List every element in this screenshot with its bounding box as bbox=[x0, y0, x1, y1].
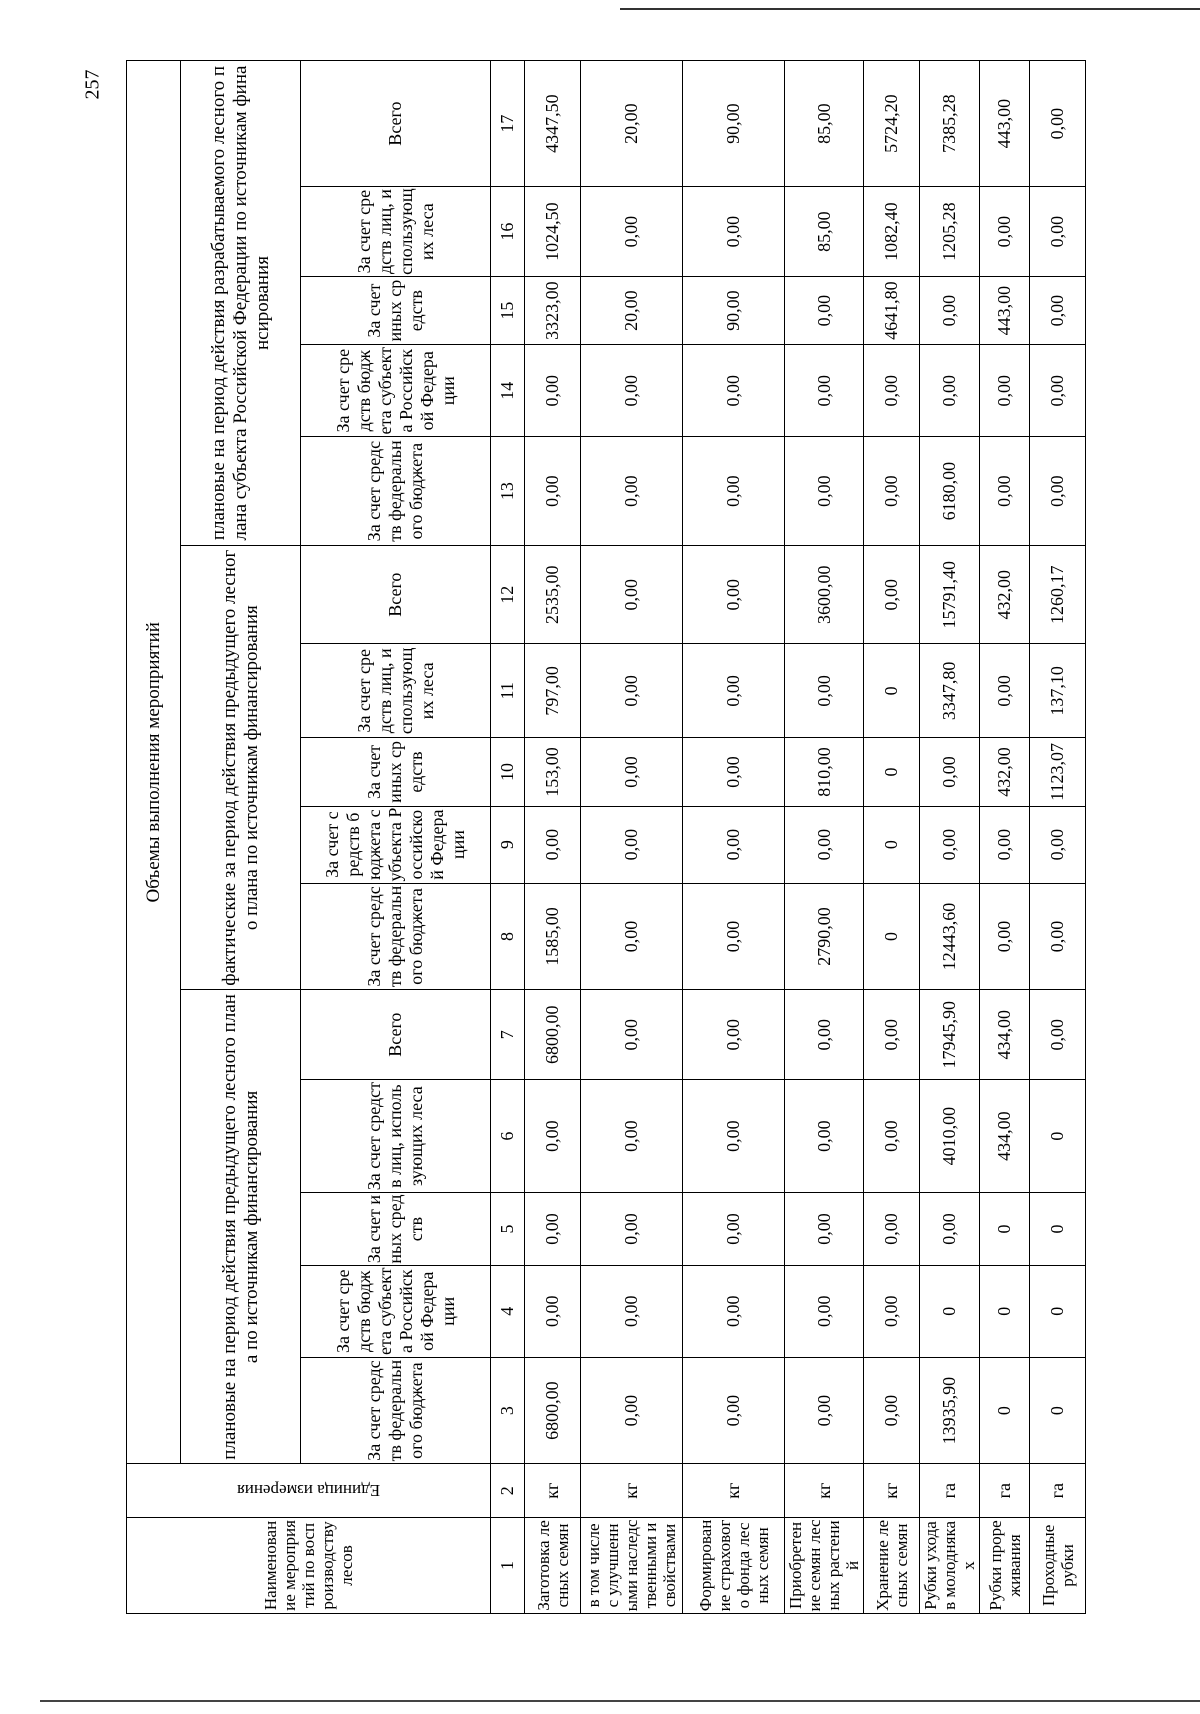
value-cell: 0 bbox=[980, 1193, 1030, 1266]
value-cell: 0,00 bbox=[581, 1193, 683, 1266]
table-row bbox=[525, 61, 581, 1614]
value-cell: 0 bbox=[864, 883, 920, 990]
value-cell: 0,00 bbox=[785, 1357, 864, 1464]
header-plan-prev: плановые на период действия предыдущего лесного плана по источникам финансирования bbox=[181, 990, 301, 1464]
value-cell: 0,00 bbox=[525, 1265, 581, 1357]
value-cell: 0,00 bbox=[785, 276, 864, 344]
value-cell: 90,00 bbox=[683, 276, 785, 344]
value-cell: 434,00 bbox=[980, 990, 1030, 1080]
value-cell: 0,00 bbox=[1030, 187, 1086, 277]
value-cell: 0,00 bbox=[581, 990, 683, 1080]
value-cell: 1260,17 bbox=[1030, 546, 1086, 644]
value-cell: 90,00 bbox=[683, 61, 785, 187]
value-cell: 7385,28 bbox=[920, 61, 980, 187]
value-cell: 0,00 bbox=[525, 1080, 581, 1193]
value-cell: 0,00 bbox=[864, 1357, 920, 1464]
row-name: в том числе с улучшенными наследственными и свойствами bbox=[581, 1517, 683, 1613]
table-row bbox=[581, 61, 683, 1614]
table-row bbox=[980, 61, 1030, 1614]
value-cell: 0,00 bbox=[1030, 61, 1086, 187]
column-number: 8 bbox=[491, 883, 525, 990]
table-row bbox=[920, 61, 980, 1614]
value-cell: 0,00 bbox=[980, 883, 1030, 990]
row-unit: кг bbox=[683, 1464, 785, 1517]
value-cell: 0,00 bbox=[785, 990, 864, 1080]
value-cell: 0,00 bbox=[1030, 990, 1086, 1080]
value-cell: 5724,20 bbox=[864, 61, 920, 187]
value-cell: 0,00 bbox=[581, 187, 683, 277]
value-cell: 0,00 bbox=[683, 546, 785, 644]
subheader-total: Всего bbox=[301, 61, 491, 187]
row-name: Рубки ухода в молодняках bbox=[920, 1517, 980, 1613]
value-cell: 0 bbox=[920, 1265, 980, 1357]
value-cell: 1082,40 bbox=[864, 187, 920, 277]
row-unit: кг bbox=[581, 1464, 683, 1517]
value-cell: 0,00 bbox=[683, 990, 785, 1080]
value-cell: 0,00 bbox=[683, 1193, 785, 1266]
value-cell: 0,00 bbox=[683, 187, 785, 277]
value-cell: 85,00 bbox=[785, 61, 864, 187]
value-cell: 0,00 bbox=[920, 806, 980, 883]
value-cell: 0 bbox=[864, 806, 920, 883]
row-unit: кг bbox=[525, 1464, 581, 1517]
subheader-other: За счет иных средств bbox=[301, 276, 491, 344]
value-cell: 6800,00 bbox=[525, 1357, 581, 1464]
subheader-other: За счет иных средств bbox=[301, 1193, 491, 1266]
table-row bbox=[1030, 61, 1086, 1614]
value-cell: 810,00 bbox=[785, 738, 864, 806]
value-cell: 3347,80 bbox=[920, 644, 980, 738]
rotated-table bbox=[126, 60, 1077, 1614]
value-cell: 0,00 bbox=[864, 1193, 920, 1266]
subheader-fed: За счет средств федерального бюджета bbox=[301, 1357, 491, 1464]
value-cell: 0 bbox=[980, 1265, 1030, 1357]
value-cell: 443,00 bbox=[980, 61, 1030, 187]
value-cell: 20,00 bbox=[581, 61, 683, 187]
value-cell: 2535,00 bbox=[525, 546, 581, 644]
value-cell: 0,00 bbox=[980, 187, 1030, 277]
column-number: 2 bbox=[491, 1464, 525, 1517]
value-cell: 13935,90 bbox=[920, 1357, 980, 1464]
value-cell: 153,00 bbox=[525, 738, 581, 806]
value-cell: 0,00 bbox=[581, 644, 683, 738]
column-number: 13 bbox=[491, 437, 525, 546]
value-cell: 0,00 bbox=[525, 437, 581, 546]
subheader-users: За счет средств лиц, использующих леса bbox=[301, 644, 491, 738]
column-numbers-row bbox=[491, 61, 525, 1614]
table-row bbox=[864, 61, 920, 1614]
value-cell: 0,00 bbox=[1030, 276, 1086, 344]
value-cell: 0,00 bbox=[785, 806, 864, 883]
subheader-users: За счет средств лиц, использующих леса bbox=[301, 187, 491, 277]
column-number: 3 bbox=[491, 1357, 525, 1464]
value-cell: 0,00 bbox=[683, 437, 785, 546]
header-unit: Единица измерения bbox=[127, 1464, 491, 1517]
value-cell: 0,00 bbox=[980, 437, 1030, 546]
value-cell: 0 bbox=[1030, 1080, 1086, 1193]
value-cell: 0,00 bbox=[581, 1080, 683, 1193]
column-number: 10 bbox=[491, 738, 525, 806]
value-cell: 0 bbox=[864, 644, 920, 738]
subheader-users: За счет средств лиц, использующих леса bbox=[301, 1080, 491, 1193]
value-cell: 0,00 bbox=[1030, 437, 1086, 546]
reforestation-table bbox=[126, 60, 1086, 1614]
value-cell: 0,00 bbox=[581, 437, 683, 546]
value-cell: 20,00 bbox=[581, 276, 683, 344]
row-unit: га bbox=[920, 1464, 980, 1517]
row-name: Заготовка лесных семян bbox=[525, 1517, 581, 1613]
column-number: 4 bbox=[491, 1265, 525, 1357]
row-unit: га bbox=[980, 1464, 1030, 1517]
header-fact-prev: фактические за период действия предыдущего лесного плана по источникам финансирования bbox=[181, 546, 301, 990]
value-cell: 0,00 bbox=[785, 644, 864, 738]
table-row bbox=[785, 61, 864, 1614]
value-cell: 85,00 bbox=[785, 187, 864, 277]
value-cell: 0,00 bbox=[581, 883, 683, 990]
value-cell: 0,00 bbox=[581, 1357, 683, 1464]
value-cell: 0 bbox=[1030, 1357, 1086, 1464]
page-number: 257 bbox=[81, 69, 104, 99]
column-number: 5 bbox=[491, 1193, 525, 1266]
value-cell: 0,00 bbox=[581, 806, 683, 883]
value-cell: 4641,80 bbox=[864, 276, 920, 344]
subheader-other: За счет иных средств bbox=[301, 738, 491, 806]
value-cell: 0,00 bbox=[683, 806, 785, 883]
value-cell: 17945,90 bbox=[920, 990, 980, 1080]
value-cell: 0,00 bbox=[525, 345, 581, 437]
value-cell: 0,00 bbox=[785, 1193, 864, 1266]
value-cell: 137,10 bbox=[1030, 644, 1086, 738]
value-cell: 0,00 bbox=[785, 345, 864, 437]
value-cell: 6180,00 bbox=[920, 437, 980, 546]
value-cell: 1024,50 bbox=[525, 187, 581, 277]
row-unit: кг bbox=[785, 1464, 864, 1517]
row-name: Формирование страхового фонда лесных семян bbox=[683, 1517, 785, 1613]
bottom-rule bbox=[40, 1700, 1200, 1702]
value-cell: 4010,00 bbox=[920, 1080, 980, 1193]
column-number: 1 bbox=[491, 1517, 525, 1613]
value-cell: 0,00 bbox=[920, 345, 980, 437]
value-cell: 0,00 bbox=[683, 1357, 785, 1464]
value-cell: 0,00 bbox=[1030, 883, 1086, 990]
value-cell: 0,00 bbox=[980, 806, 1030, 883]
value-cell: 12443,60 bbox=[920, 883, 980, 990]
value-cell: 0,00 bbox=[980, 345, 1030, 437]
value-cell: 0,00 bbox=[683, 1080, 785, 1193]
row-name: Хранение лесных семян bbox=[864, 1517, 920, 1613]
value-cell: 0,00 bbox=[683, 345, 785, 437]
value-cell: 0 bbox=[1030, 1193, 1086, 1266]
value-cell: 434,00 bbox=[980, 1080, 1030, 1193]
column-number: 12 bbox=[491, 546, 525, 644]
value-cell: 0,00 bbox=[1030, 806, 1086, 883]
value-cell: 6800,00 bbox=[525, 990, 581, 1080]
value-cell: 3323,00 bbox=[525, 276, 581, 344]
value-cell: 443,00 bbox=[980, 276, 1030, 344]
value-cell: 0,00 bbox=[785, 1265, 864, 1357]
value-cell: 0,00 bbox=[1030, 345, 1086, 437]
value-cell: 432,00 bbox=[980, 546, 1030, 644]
value-cell: 0,00 bbox=[683, 738, 785, 806]
value-cell: 0 bbox=[980, 1357, 1030, 1464]
value-cell: 0,00 bbox=[683, 1265, 785, 1357]
value-cell: 3600,00 bbox=[785, 546, 864, 644]
value-cell: 4347,50 bbox=[525, 61, 581, 187]
subheader-total: Всего bbox=[301, 990, 491, 1080]
table-row bbox=[683, 61, 785, 1614]
value-cell: 0,00 bbox=[864, 1080, 920, 1193]
value-cell: 0,00 bbox=[785, 1080, 864, 1193]
value-cell: 0,00 bbox=[785, 437, 864, 546]
row-name: Проходные рубки bbox=[1030, 1517, 1086, 1613]
value-cell: 797,00 bbox=[525, 644, 581, 738]
value-cell: 0,00 bbox=[525, 806, 581, 883]
column-number: 15 bbox=[491, 276, 525, 344]
subheader-fed: За счет средств федерального бюджета bbox=[301, 437, 491, 546]
value-cell: 0,00 bbox=[864, 437, 920, 546]
value-cell: 0,00 bbox=[864, 546, 920, 644]
column-number: 7 bbox=[491, 990, 525, 1080]
value-cell: 0,00 bbox=[581, 546, 683, 644]
value-cell: 0,00 bbox=[683, 883, 785, 990]
value-cell: 0 bbox=[1030, 1265, 1086, 1357]
value-cell: 0,00 bbox=[683, 644, 785, 738]
row-unit: кг bbox=[864, 1464, 920, 1517]
value-cell: 2790,00 bbox=[785, 883, 864, 990]
value-cell: 0,00 bbox=[864, 345, 920, 437]
header-volumes: Объемы выполнения мероприятий bbox=[127, 61, 181, 1465]
column-number: 14 bbox=[491, 345, 525, 437]
value-cell: 0,00 bbox=[581, 1265, 683, 1357]
top-rule bbox=[620, 8, 1200, 10]
value-cell: 0,00 bbox=[525, 1193, 581, 1266]
column-number: 6 bbox=[491, 1080, 525, 1193]
value-cell: 0,00 bbox=[980, 644, 1030, 738]
column-number: 9 bbox=[491, 806, 525, 883]
value-cell: 1205,28 bbox=[920, 187, 980, 277]
column-number: 11 bbox=[491, 644, 525, 738]
value-cell: 1585,00 bbox=[525, 883, 581, 990]
row-name: Приобретение семян лесных растений bbox=[786, 1519, 862, 1612]
value-cell: 1123,07 bbox=[1030, 738, 1086, 806]
value-cell: 15791,40 bbox=[920, 546, 980, 644]
value-cell: 432,00 bbox=[980, 738, 1030, 806]
table-body bbox=[525, 61, 1086, 1614]
row-unit: га bbox=[1030, 1464, 1086, 1517]
value-cell: 0,00 bbox=[864, 990, 920, 1080]
header-name: Наименование мероприятий по воспроизводству лесов bbox=[127, 1517, 491, 1613]
table-frame bbox=[126, 60, 1077, 1614]
subheader-fed: За счет средств федерального бюджета bbox=[301, 883, 491, 990]
column-number: 16 bbox=[491, 187, 525, 277]
subheader-total: Всего bbox=[301, 546, 491, 644]
header-plan-new: плановые на период действия разрабатываемого лесного плана субъекта Российской Федерации по источникам финансирования bbox=[181, 61, 301, 546]
value-cell: 0,00 bbox=[581, 345, 683, 437]
subheader-subj: За счет средств бюджета субъекта Российской Федерации bbox=[301, 1265, 491, 1357]
value-cell: 0,00 bbox=[920, 738, 980, 806]
value-cell: 0,00 bbox=[581, 738, 683, 806]
subheader-subj: За счет средств бюджета субъекта Российской Федерации bbox=[301, 806, 491, 883]
subheader-subj: За счет средств бюджета субъекта Российской Федерации bbox=[301, 345, 491, 437]
value-cell: 0,00 bbox=[864, 1265, 920, 1357]
column-number: 17 bbox=[491, 61, 525, 187]
value-cell: 0,00 bbox=[920, 276, 980, 344]
row-name: Рубки прореживания bbox=[980, 1517, 1030, 1613]
value-cell: 0 bbox=[864, 738, 920, 806]
value-cell: 0,00 bbox=[920, 1193, 980, 1266]
